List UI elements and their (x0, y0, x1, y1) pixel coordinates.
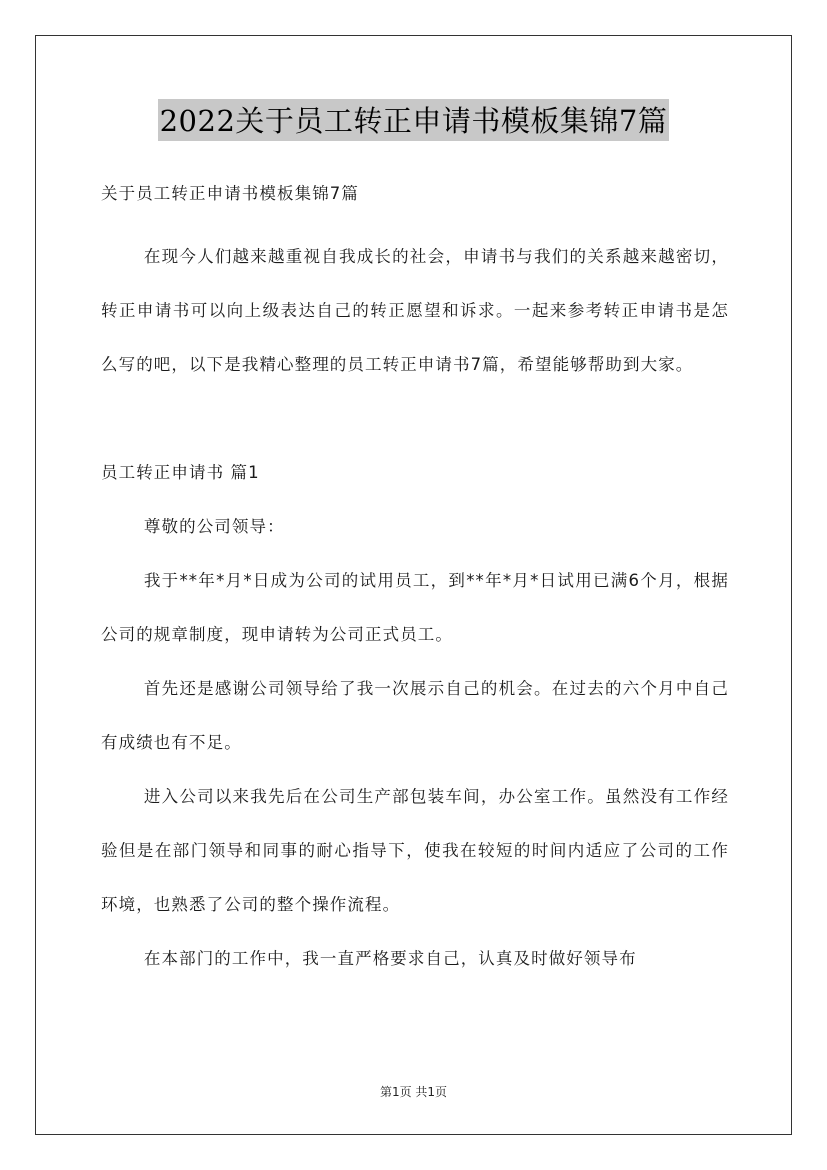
intro-paragraph: 在现今人们越来越重视自我成长的社会，申请书与我们的关系越来越密切，转正申请书可以向上级表达自己的转正愿望和诉求。一起来参考转正申请书是怎么写的吧，以下是我精心整理的员工转正申请书7篇，希望能够帮助到大家。 (101, 247, 729, 374)
document-body (101, 176, 729, 986)
body-paragraph: 首先还是感谢公司领导给了我一次展示自己的机会。在过去的六个月中自己有成绩也有不足。 (101, 679, 729, 752)
document-subtitle: 关于员工转正申请书模板集锦7篇 (101, 184, 359, 203)
body-paragraph: 进入公司以来我先后在公司生产部包装车间，办公室工作。虽然没有工作经验但是在部门领导和同事的耐心指导下，使我在较短的时间内适应了公司的工作环境，也熟悉了公司的整个操作流程。 (101, 787, 729, 914)
document-title: 2022关于员工转正申请书模板集锦7篇 (158, 99, 670, 141)
section-heading: 员工转正申请书 篇1 (101, 463, 260, 482)
title-container (0, 99, 827, 141)
salutation: 尊敬的公司领导： (143, 517, 285, 536)
page-footer: 第1页 共1页 (379, 1085, 448, 1099)
body-paragraph: 在本部门的工作中，我一直严格要求自己，认真及时做好领导布 (143, 949, 637, 968)
body-paragraph: 我于**年*月*日成为公司的试用员工，到**年*月*日试用已满6个月，根据公司的规章制度，现申请转为公司正式员工。 (101, 571, 729, 644)
